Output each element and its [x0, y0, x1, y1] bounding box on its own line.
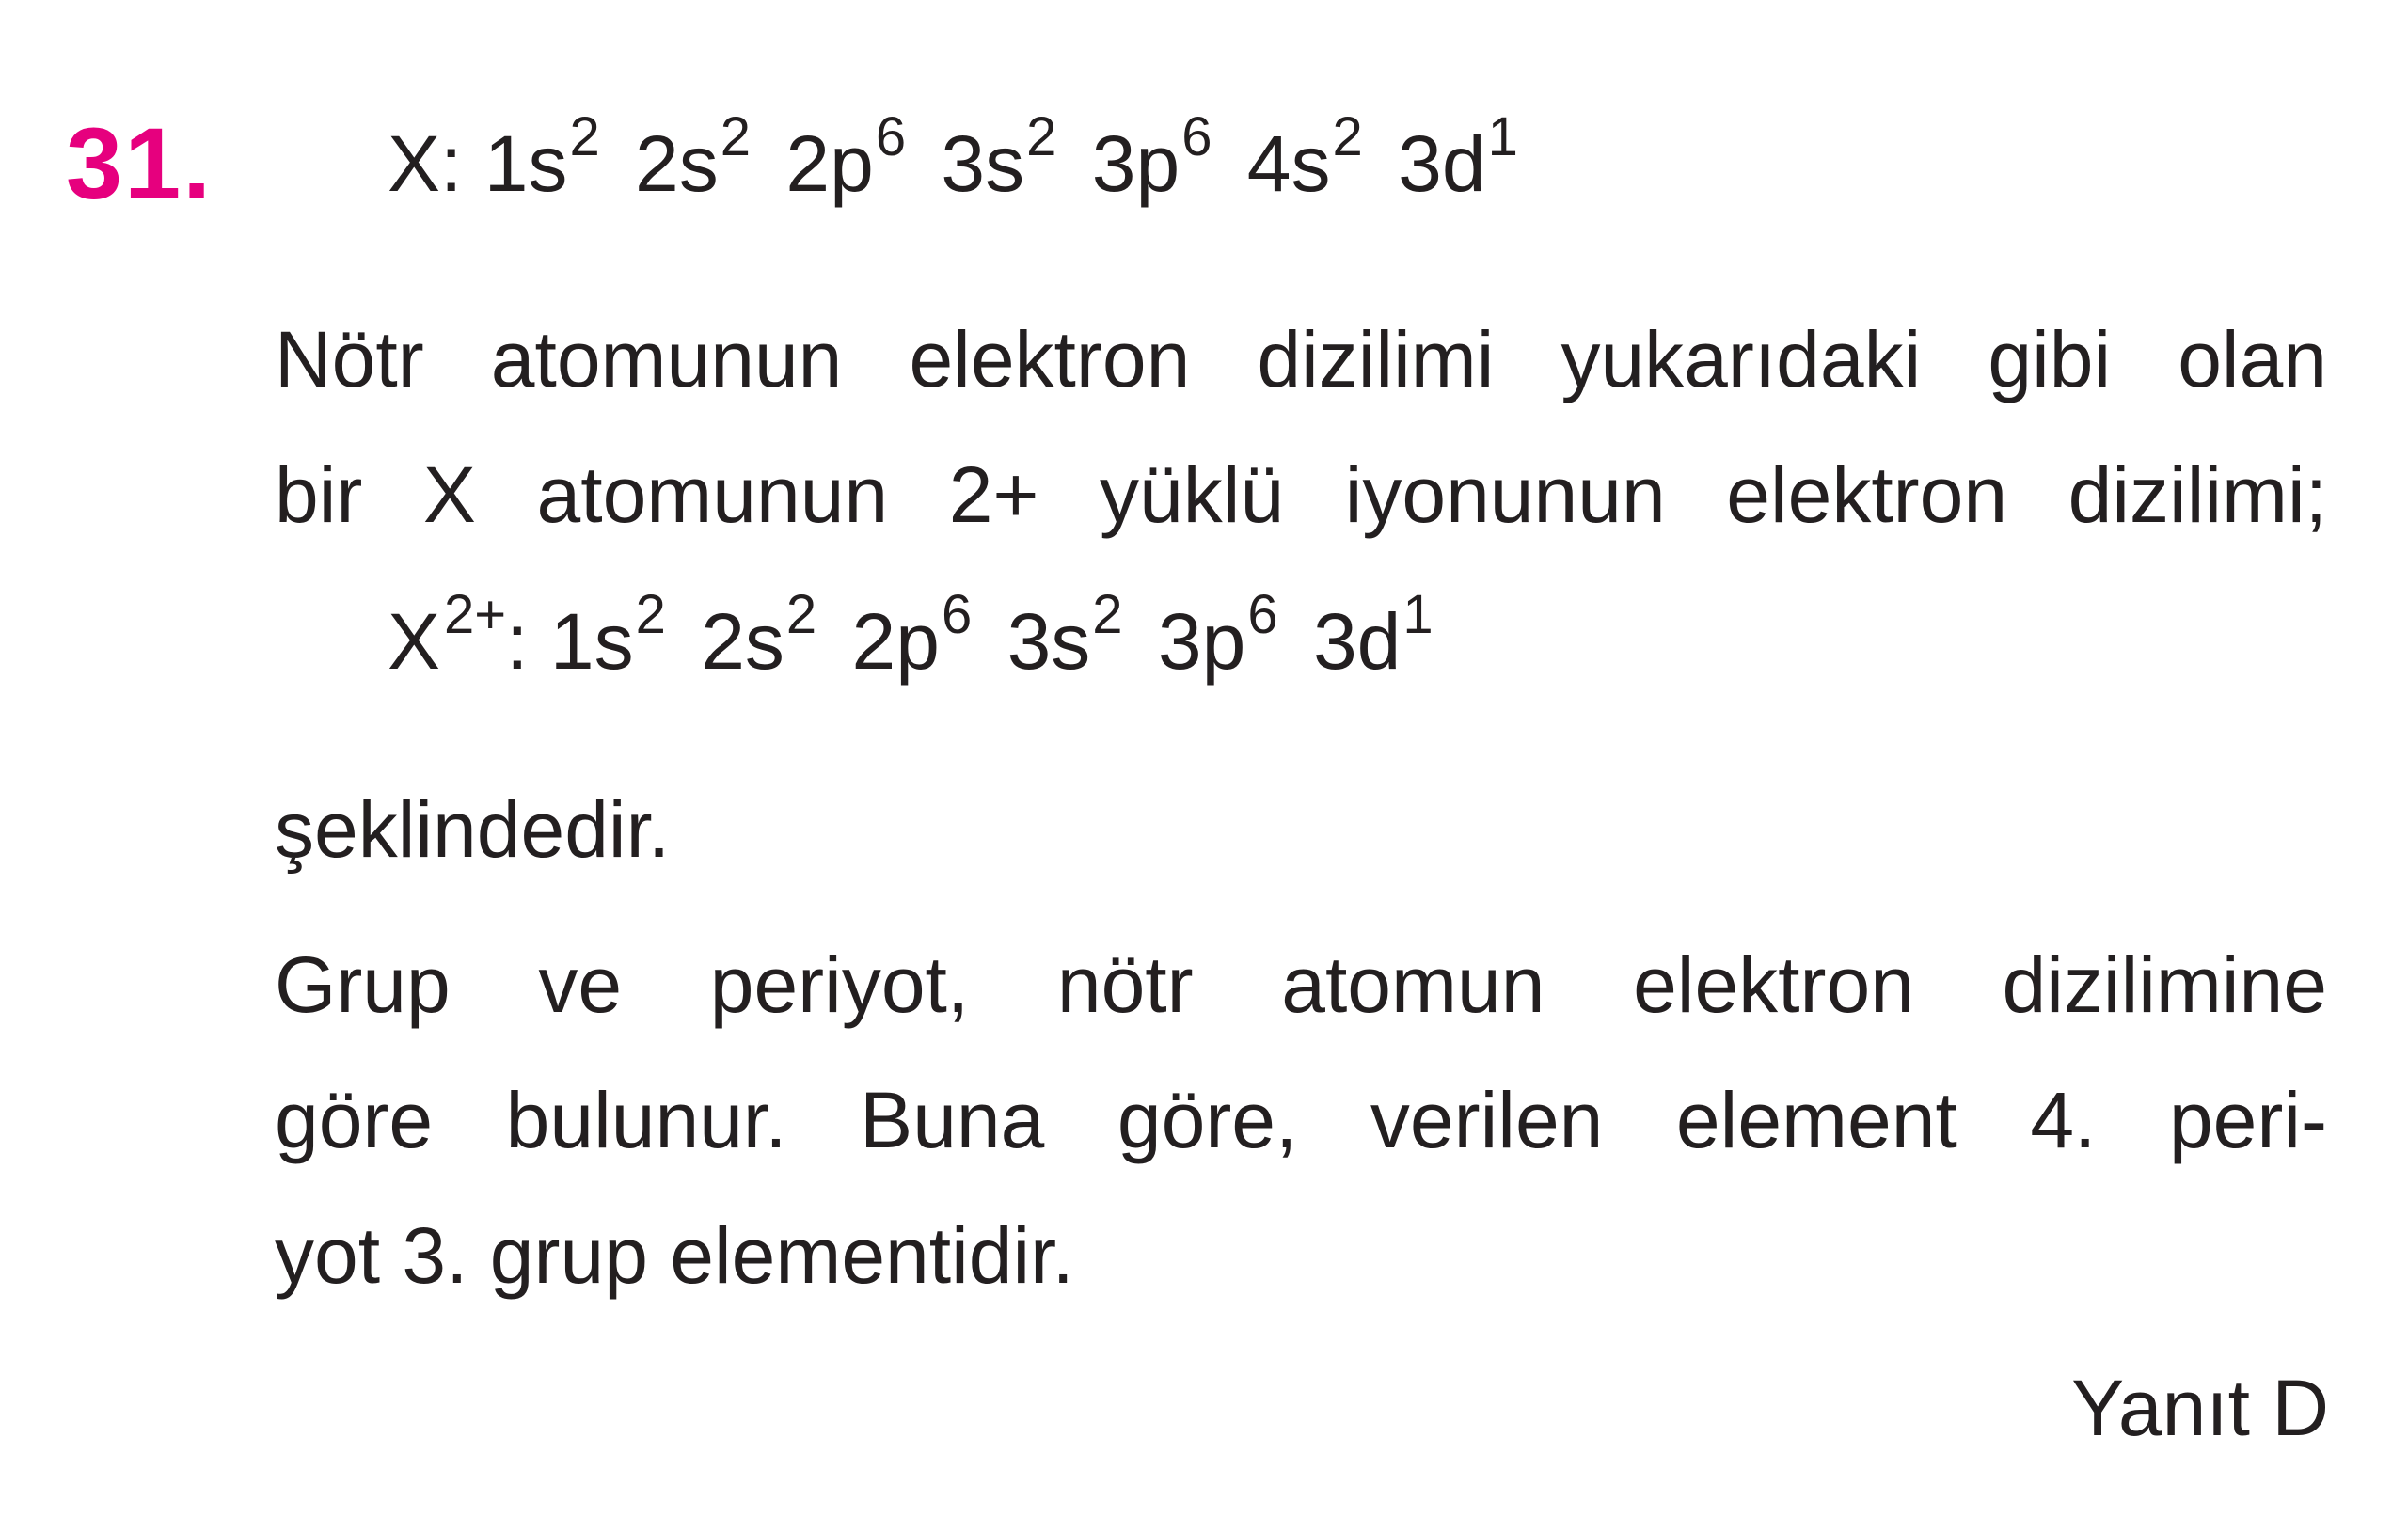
orbital-electron-count: 1 — [1402, 584, 1434, 645]
orbital-label: 3s — [941, 119, 1025, 208]
orbital-label: 4s — [1246, 119, 1331, 208]
orbital-term — [1246, 106, 1363, 208]
orbital-electron-count: 2 — [785, 584, 817, 645]
config-separator: : — [506, 597, 529, 686]
orbital-term — [483, 106, 600, 208]
paragraph-line: yot 3. grup elementidir. — [275, 1211, 1074, 1300]
orbital-electron-count: 6 — [941, 584, 973, 645]
element-symbol: X — [388, 597, 441, 686]
orbital-term — [635, 106, 752, 208]
paragraph-line: göre bulunur. Buna göre, verilen element 4. peri- — [275, 1076, 2327, 1164]
orbital-term — [549, 584, 666, 686]
orbital-electron-count: 2 — [720, 106, 752, 167]
orbital-electron-count: 6 — [1247, 584, 1278, 645]
orbital-label: 3d — [1398, 119, 1486, 208]
orbital-electron-count: 2 — [1092, 584, 1123, 645]
paragraph-line: Grup ve periyot, nötr atomun elektron dizilimine — [275, 940, 2327, 1029]
paragraph-line: bir X atomunun 2+ yüklü iyonunun elektron dizilimi; — [275, 450, 2327, 539]
orbital-term — [1157, 584, 1278, 686]
orbital-label: 3p — [1157, 597, 1246, 686]
orbital-electron-count: 6 — [1181, 106, 1212, 167]
orbital-term — [785, 106, 907, 208]
orbital-electron-count: 2 — [1026, 106, 1057, 167]
orbital-electron-count: 2 — [635, 584, 666, 645]
orbital-electron-count: 1 — [1487, 106, 1518, 167]
paragraph-explanation — [275, 917, 2327, 1323]
paragraph-line: Nötr atomunun elektron dizilimi yukarıdaki gibi olan — [275, 315, 2327, 403]
orbital-label: 2s — [701, 597, 784, 686]
orbital-label: 2p — [785, 119, 874, 208]
config-separator: : — [440, 119, 463, 208]
element-symbol: X — [388, 119, 441, 208]
orbital-label: 1s — [549, 597, 634, 686]
paragraph-suffix — [275, 762, 2327, 897]
paragraph-description — [275, 292, 2327, 562]
orbital-label: 3p — [1091, 119, 1180, 208]
orbital-term — [1312, 584, 1434, 686]
orbital-term — [1398, 106, 1518, 208]
ion-electron-configuration — [388, 584, 1447, 686]
orbital-term — [851, 584, 973, 686]
orbital-label: 2s — [635, 119, 719, 208]
orbital-term — [941, 106, 1057, 208]
orbital-label: 3s — [1006, 597, 1091, 686]
orbital-electron-count: 2 — [1332, 106, 1363, 167]
orbital-label: 3d — [1312, 597, 1402, 686]
orbital-label: 2p — [851, 597, 940, 686]
ion-charge: 2+ — [444, 584, 507, 645]
orbital-label: 1s — [483, 119, 568, 208]
orbital-electron-count: 6 — [875, 106, 907, 167]
question-number: 31. — [66, 106, 214, 220]
orbital-term — [701, 584, 817, 686]
orbital-term — [1006, 584, 1123, 686]
paragraph-line: şeklindedir. — [275, 785, 671, 874]
orbital-term — [1091, 106, 1212, 208]
neutral-electron-configuration — [388, 106, 1531, 208]
orbital-electron-count: 2 — [569, 106, 600, 167]
answer-label: Yanıt D — [2071, 1364, 2329, 1452]
